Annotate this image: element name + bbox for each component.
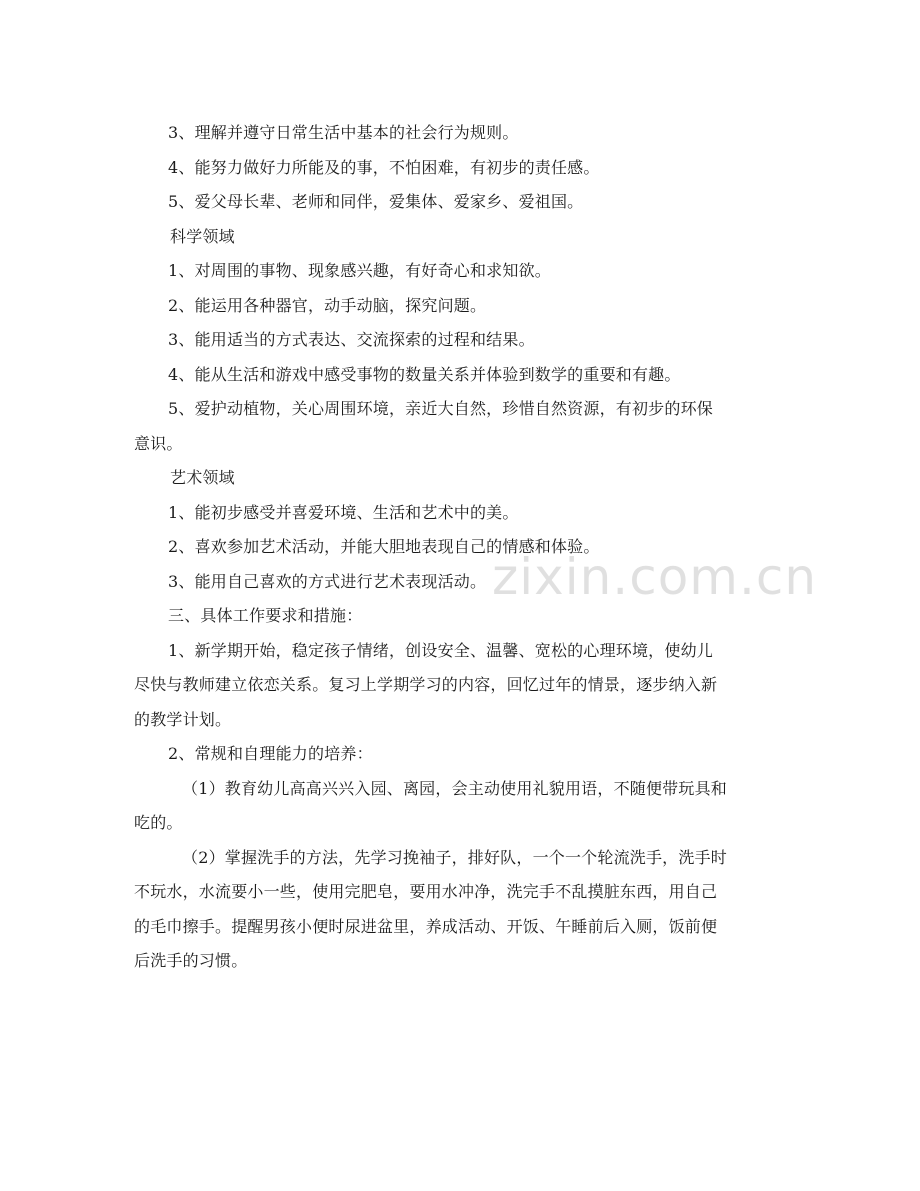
science-item-4: 4、能从生活和游戏中感受事物的数量关系并体验到数学的重要和有趣。 <box>168 364 681 384</box>
work-item-1-line-1: 1、新学期开始，稳定孩子情绪，创设安全、温馨、宽松的心理环境，使幼儿 <box>168 640 713 660</box>
work-item-2: 2、常规和自理能力的培养： <box>168 744 373 763</box>
art-item-1: 1、能初步感受并喜爱环境、生活和艺术中的美。 <box>168 502 519 522</box>
art-item-2: 2、喜欢参加艺术活动，并能大胆地表现自己的情感和体验。 <box>168 537 600 556</box>
section-3-heading: 三、具体工作要求和措施： <box>168 606 363 625</box>
work-item-1-line-2: 尽快与教师建立依恋关系。复习上学期学习的内容，回忆过年的情景，逐步纳入新 <box>134 675 718 694</box>
science-item-2: 2、能运用各种器官，动手动脑，探究问题。 <box>168 295 487 315</box>
art-heading: 艺术领域 <box>170 468 235 487</box>
sub-item-2-line-1: （2）掌握洗手的方法，先学习挽袖子，排好队，一个一个轮流洗手，洗手时 <box>182 847 727 867</box>
science-item-3: 3、能用适当的方式表达、交流探索的过程和结果。 <box>168 330 535 349</box>
science-heading: 科学领域 <box>170 226 235 246</box>
sub-item-2-line-2: 不玩水，水流要小一些，使用完肥皂，要用水冲净，洗完手不乱摸脏东西，用自己 <box>134 882 718 901</box>
science-item-5-line-1: 5、爱护动植物，关心周围环境，亲近大自然，珍惜自然资源，有初步的环保 <box>168 399 713 418</box>
sub-item-2-line-4: 后洗手的习惯。 <box>134 951 248 970</box>
watermark: zixin.com.cn <box>492 548 818 606</box>
science-item-1: 1、对周围的事物、现象感兴趣，有好奇心和求知欲。 <box>168 261 551 280</box>
science-item-5-line-2: 意识。 <box>134 433 183 453</box>
document-body <box>134 116 786 979</box>
social-item-4: 4、能努力做好力所能及的事，不怕困难，有初步的责任感。 <box>168 157 600 177</box>
social-item-5: 5、爱父母长辈、老师和同伴，爱集体、爱家乡、爱祖国。 <box>168 192 584 211</box>
sub-item-2-line-3: 的毛巾擦手。提醒男孩小便时尿进盆里，养成活动、开饭、午睡前后入厕，饭前便 <box>134 916 718 936</box>
sub-item-1-line-2: 吃的。 <box>134 813 183 832</box>
sub-item-1-line-1: （1）教育幼儿高高兴兴入园、离园，会主动使用礼貌用语，不随便带玩具和 <box>182 778 727 798</box>
social-item-3: 3、理解并遵守日常生活中基本的社会行为规则。 <box>168 123 519 142</box>
work-item-1-line-3: 的教学计划。 <box>134 709 232 729</box>
art-item-3: 3、能用自己喜欢的方式进行艺术表现活动。 <box>168 571 487 591</box>
